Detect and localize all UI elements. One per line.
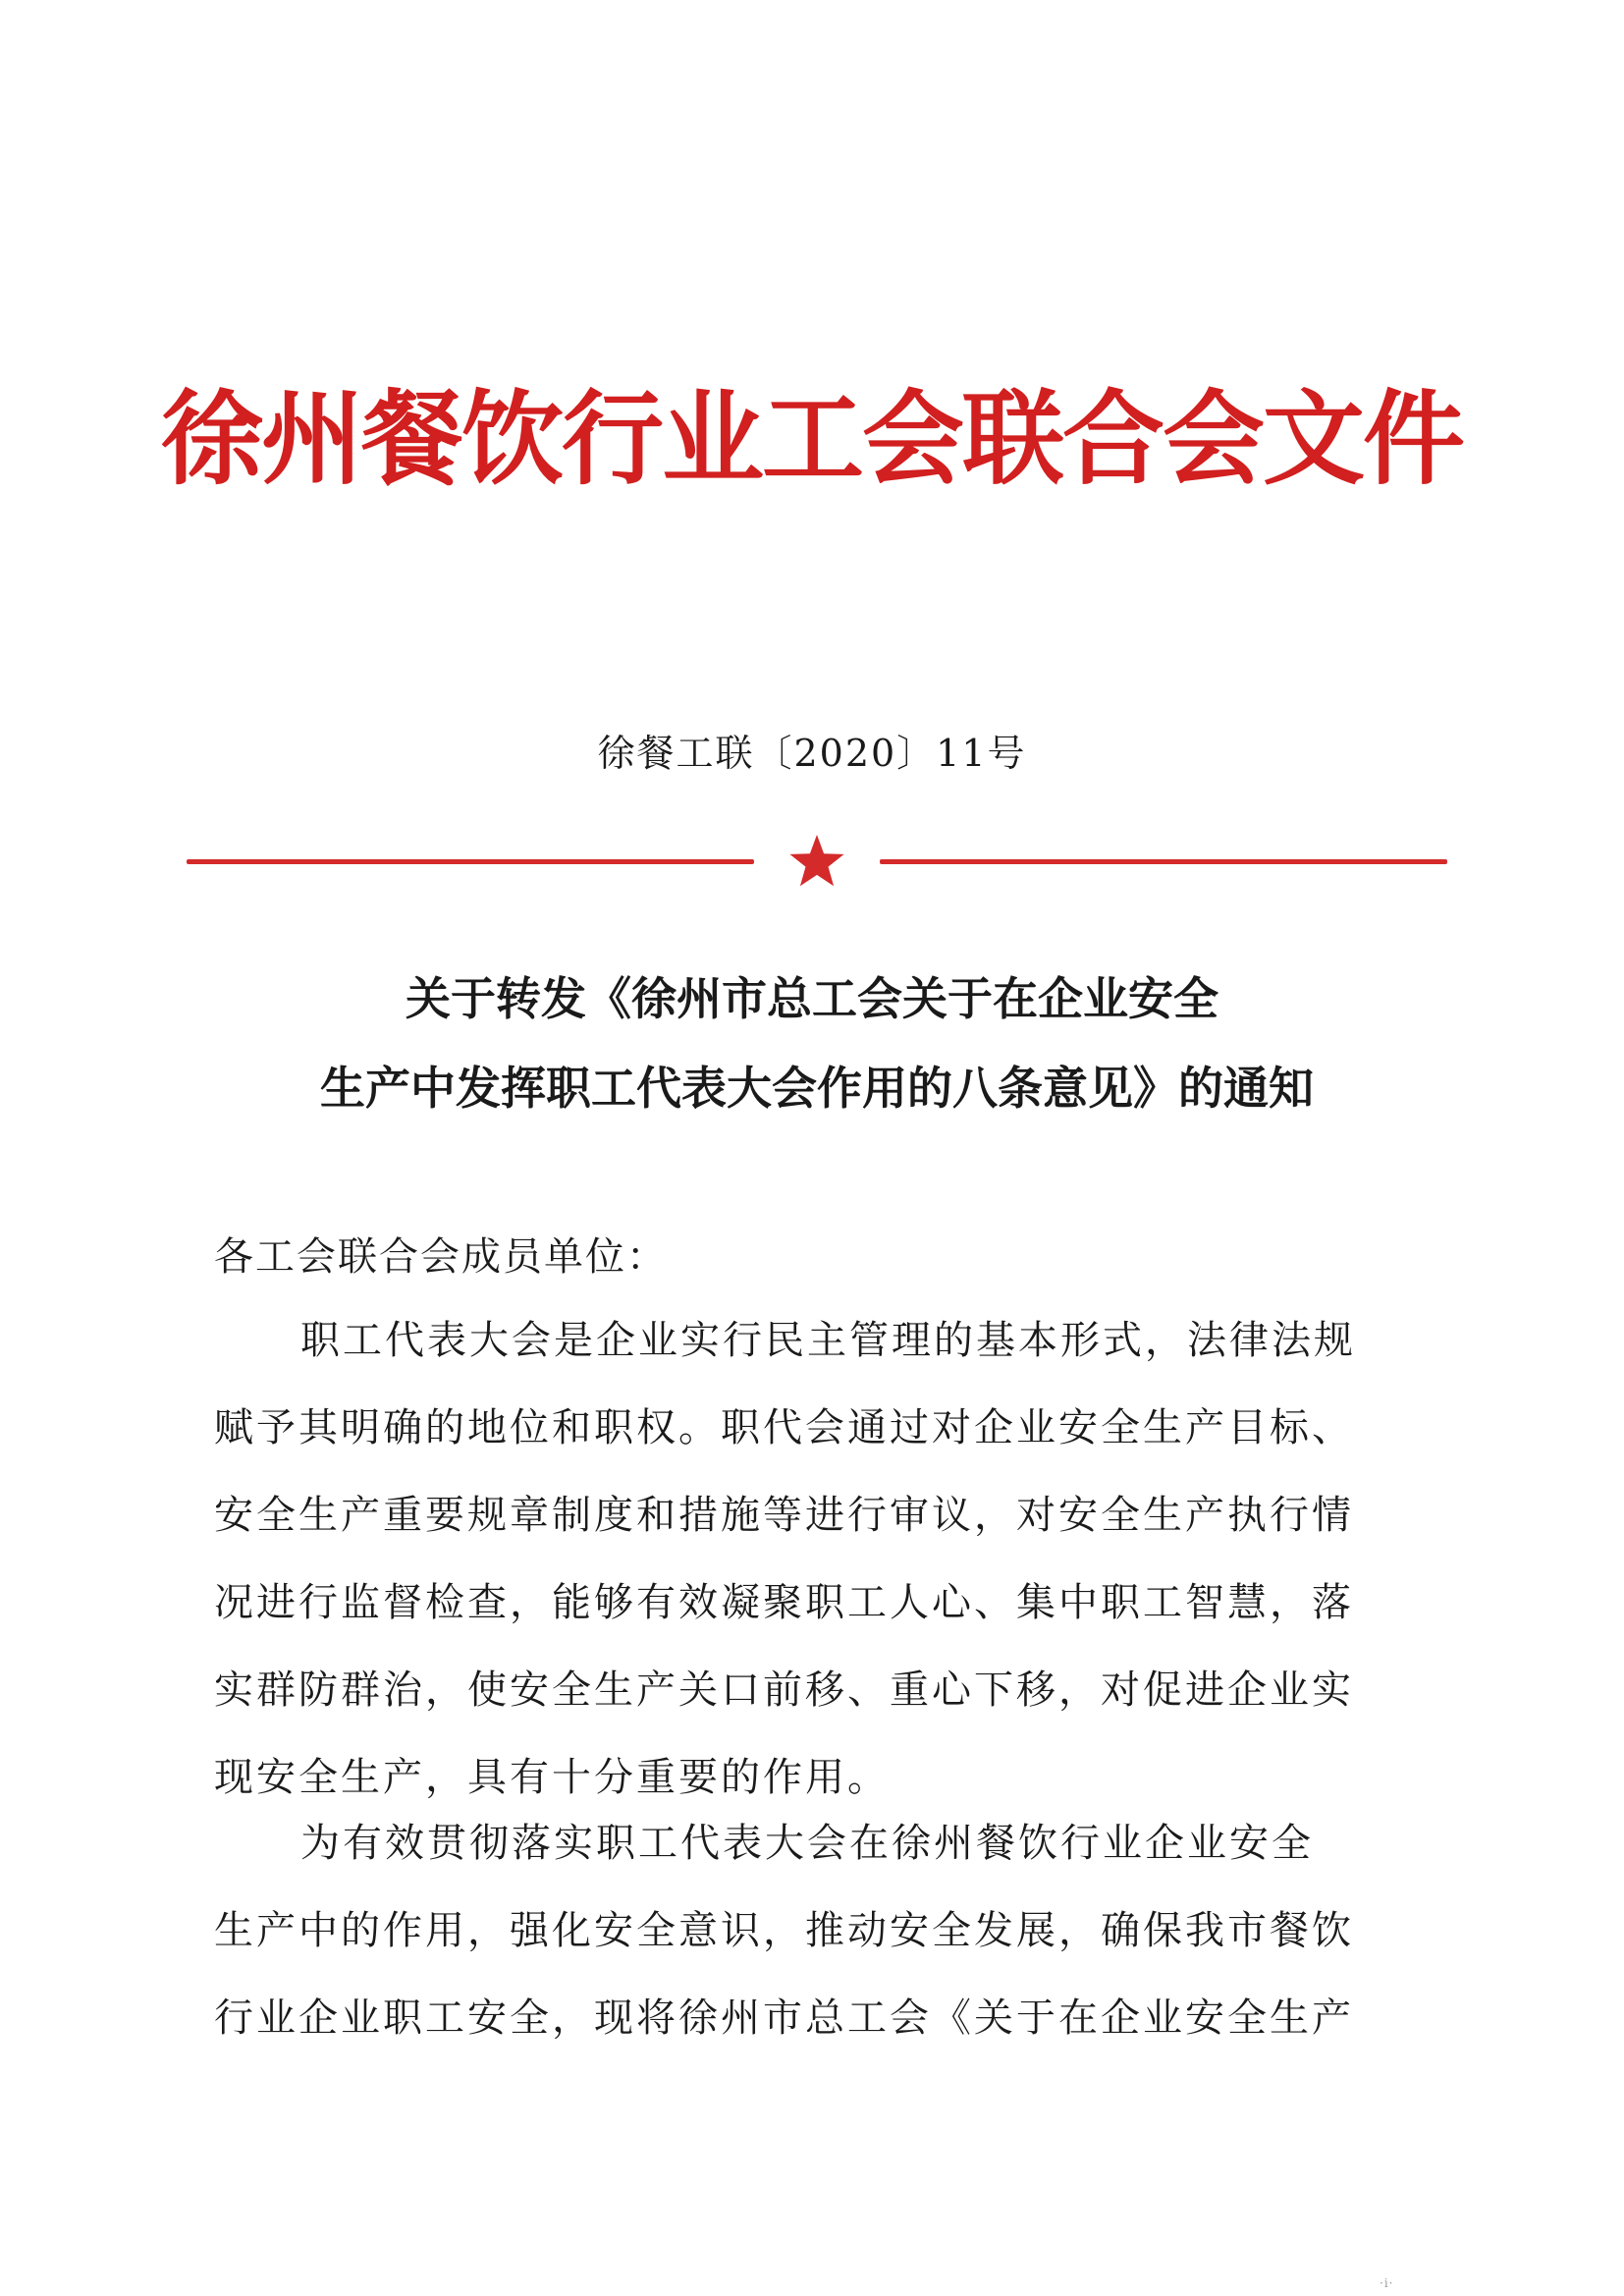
document-number: 徐餐工联〔2020〕11号	[597, 732, 1027, 775]
paragraph-1-line: 况进行监督检查，能够有效凝聚职工人心、集中职工智慧，落	[214, 1580, 1354, 1625]
paragraph-1-line: 安全生产重要规章制度和措施等进行审议，对安全生产执行情	[214, 1493, 1354, 1538]
paragraph-2-line: 生产中的作用，强化安全意识，推动安全发展，确保我市餐饮	[214, 1908, 1354, 1953]
paragraph-1-line: 现安全生产，具有十分重要的作用。	[214, 1755, 890, 1800]
divider-rule-right	[880, 859, 1447, 864]
divider-rule-left	[187, 859, 754, 864]
paragraph-1-line: 赋予其明确的地位和职权。职代会通过对企业安全生产目标、	[214, 1405, 1354, 1450]
notice-title-line-2: 生产中发挥职工代表大会作用的八条意见》的通知	[320, 1062, 1314, 1115]
document-header-title: 徐州餐饮行业工会联合会文件	[160, 378, 1463, 499]
paragraph-2-line: 行业企业职工安全，现将徐州市总工会《关于在企业安全生产	[214, 1995, 1354, 2041]
notice-title-line-1: 关于转发《徐州市总工会关于在企业安全	[406, 972, 1218, 1025]
red-star-icon	[787, 833, 846, 892]
header-divider	[187, 833, 1447, 892]
scan-mark: ·i·	[1380, 2276, 1394, 2290]
salutation: 各工会联合会成员单位：	[214, 1234, 668, 1280]
paragraph-1-line: 职工代表大会是企业实行民主管理的基本形式，法律法规	[300, 1318, 1356, 1363]
paragraph-1-line: 实群防群治，使安全生产关口前移、重心下移，对促进企业实	[214, 1667, 1354, 1713]
paragraph-2-line: 为有效贯彻落实职工代表大会在徐州餐饮行业企业安全	[300, 1821, 1314, 1866]
